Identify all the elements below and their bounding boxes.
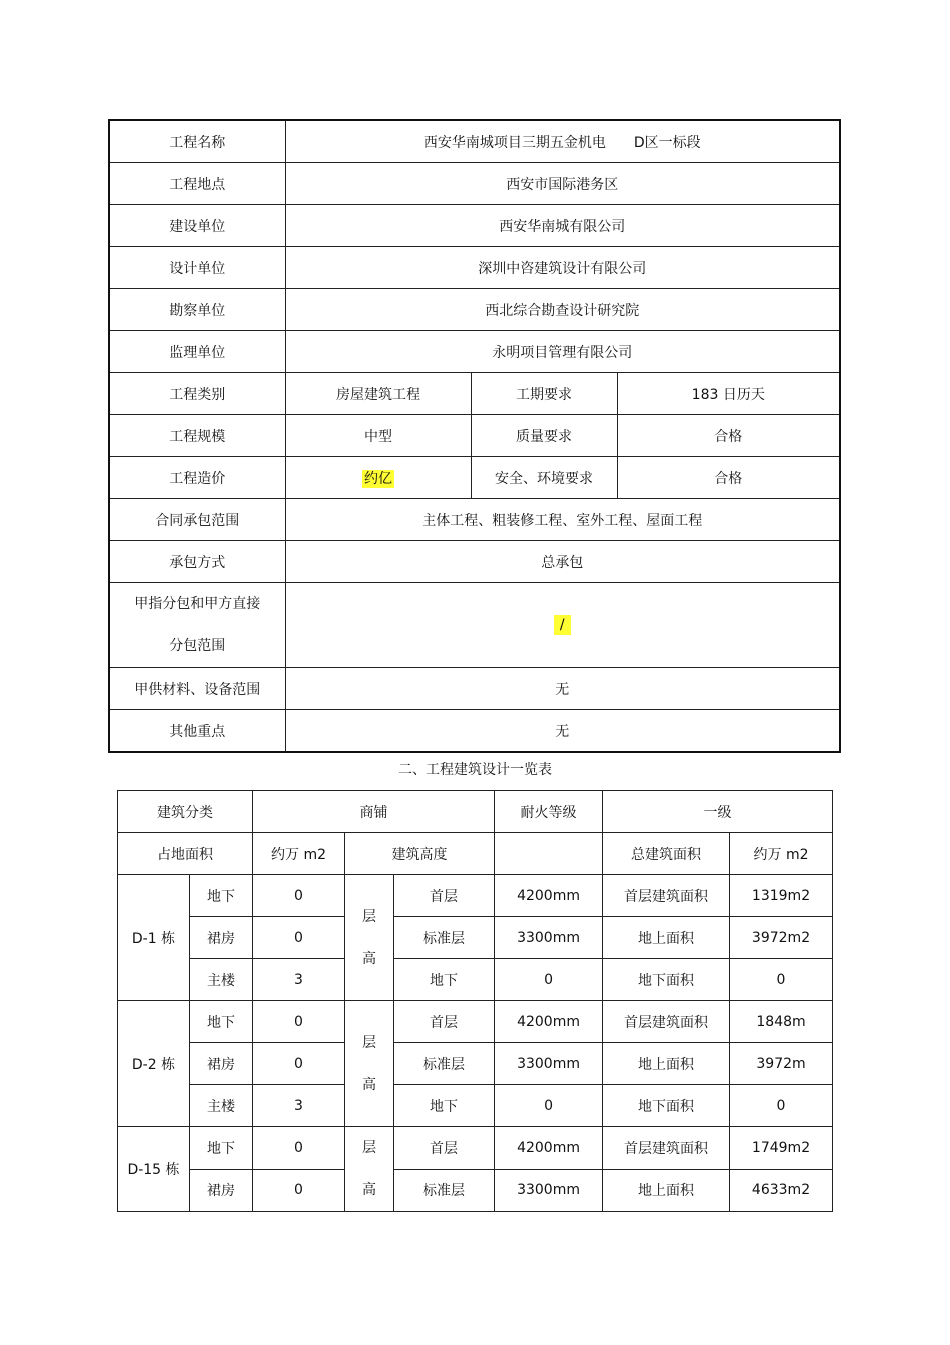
- project-section-text: D区一标段: [633, 134, 701, 151]
- building-name: D-1 栋: [118, 875, 190, 1001]
- floor-height: 0: [495, 959, 603, 1001]
- floor-level: 首层: [394, 1001, 495, 1043]
- contract-scope-label: 合同承包范围: [109, 499, 285, 541]
- table-row: [118, 1043, 833, 1085]
- floor-height-label: [345, 875, 394, 1001]
- area-value: 3972m: [730, 1043, 833, 1085]
- table-row: [109, 120, 840, 163]
- area-value: 4633m2: [730, 1169, 833, 1212]
- building-height-value: [495, 833, 603, 875]
- supervision-unit-label: 监理单位: [109, 331, 285, 373]
- floor-count: 0: [253, 1001, 345, 1043]
- cost-label: 工程造价: [109, 457, 285, 499]
- project-location-label: 工程地点: [109, 163, 285, 205]
- table-row: [109, 415, 840, 457]
- building-type: 地下: [190, 1127, 253, 1170]
- floor-height: 3300mm: [495, 917, 603, 959]
- scale-label: 工程规模: [109, 415, 285, 457]
- table-row: [109, 247, 840, 289]
- area-value: 0: [730, 959, 833, 1001]
- category-label: 工程类别: [109, 373, 285, 415]
- table-row: [109, 331, 840, 373]
- safety-value: 合格: [617, 457, 840, 499]
- quality-value: 合格: [617, 415, 840, 457]
- table-row: [109, 289, 840, 331]
- floor-count: 0: [253, 1169, 345, 1212]
- floor-count: 3: [253, 959, 345, 1001]
- floor-level: 地下: [394, 1085, 495, 1127]
- project-info-table: [108, 119, 841, 753]
- owner-unit-label: 建设单位: [109, 205, 285, 247]
- table-row: [109, 668, 840, 710]
- building-name: D-15 栋: [118, 1127, 190, 1212]
- floor-count: 3: [253, 1085, 345, 1127]
- table-row: [118, 1085, 833, 1127]
- subcontract-scope-value: /: [554, 615, 571, 635]
- floor-height-char-1: 层: [362, 908, 376, 925]
- table-row: [118, 1001, 833, 1043]
- area-value: 1319m2: [730, 875, 833, 917]
- table-row: [118, 791, 833, 833]
- contract-scope-value: 主体工程、粗装修工程、室外工程、屋面工程: [285, 499, 840, 541]
- subcontract-scope-label: [109, 583, 285, 668]
- category-value: 房屋建筑工程: [285, 373, 471, 415]
- area-label: 地下面积: [603, 959, 730, 1001]
- area-label: 首层建筑面积: [603, 875, 730, 917]
- table-row: [118, 1169, 833, 1212]
- area-label: 首层建筑面积: [603, 1127, 730, 1170]
- survey-unit-label: 勘察单位: [109, 289, 285, 331]
- building-type: 主楼: [190, 1085, 253, 1127]
- table-row: [109, 205, 840, 247]
- building-type: 地下: [190, 875, 253, 917]
- floor-count: 0: [253, 917, 345, 959]
- floor-count: 0: [253, 875, 345, 917]
- project-location-value: 西安市国际港务区: [285, 163, 840, 205]
- table-row: [118, 917, 833, 959]
- floor-level: 地下: [394, 959, 495, 1001]
- land-area-label: 占地面积: [118, 833, 253, 875]
- project-name-text: 西安华南城项目三期五金机电: [423, 134, 606, 151]
- subcontract-label-line1: 甲指分包和甲方直接: [134, 596, 261, 612]
- floor-level: 首层: [394, 1127, 495, 1170]
- building-class-label: 建筑分类: [118, 791, 253, 833]
- duration-label: 工期要求: [471, 373, 617, 415]
- land-area-value: 约万 m2: [253, 833, 345, 875]
- table-row: [109, 541, 840, 583]
- building-type: 地下: [190, 1001, 253, 1043]
- cost-value: 约亿: [364, 470, 392, 487]
- building-name: D-2 栋: [118, 1001, 190, 1127]
- floor-height-label: [345, 1127, 394, 1212]
- building-type: 裙房: [190, 917, 253, 959]
- floor-count: 0: [253, 1043, 345, 1085]
- floor-height-char-2: 高: [362, 1076, 376, 1093]
- subcontract-label-line2: 分包范围: [169, 638, 226, 654]
- survey-unit-value: 西北综合勘查设计研究院: [285, 289, 840, 331]
- floor-height-char-1: 层: [362, 1140, 376, 1156]
- table-row: [109, 163, 840, 205]
- quality-label: 质量要求: [471, 415, 617, 457]
- cost-cell: [285, 457, 471, 499]
- floor-height: 4200mm: [495, 1001, 603, 1043]
- contract-mode-value: 总承包: [285, 541, 840, 583]
- floor-height: 0: [495, 1085, 603, 1127]
- table-row: [109, 583, 840, 668]
- floor-height-char-1: 层: [362, 1034, 376, 1051]
- building-type: 裙房: [190, 1169, 253, 1212]
- floor-level: 标准层: [394, 1043, 495, 1085]
- table-row: [118, 1127, 833, 1170]
- building-type: 裙房: [190, 1043, 253, 1085]
- other-points-label: 其他重点: [109, 710, 285, 753]
- design-table-caption: 二、工程建筑设计一览表: [398, 762, 552, 778]
- area-value: 3972m2: [730, 917, 833, 959]
- table-row: [118, 833, 833, 875]
- table-row: [109, 710, 840, 753]
- floor-height: 4200mm: [495, 875, 603, 917]
- fire-rating-label: 耐火等级: [495, 791, 603, 833]
- area-label: 首层建筑面积: [603, 1001, 730, 1043]
- floor-height-char-2: 高: [362, 950, 376, 967]
- area-label: 地下面积: [603, 1085, 730, 1127]
- safety-label: 安全、环境要求: [471, 457, 617, 499]
- table-row: [109, 373, 840, 415]
- area-label: 地上面积: [603, 1169, 730, 1212]
- floor-height: 4200mm: [495, 1127, 603, 1170]
- total-area-value: 约万 m2: [730, 833, 833, 875]
- supplied-materials-value: 无: [285, 668, 840, 710]
- other-points-value: 无: [285, 710, 840, 753]
- building-class-value: 商铺: [253, 791, 495, 833]
- floor-height-label: [345, 1001, 394, 1127]
- floor-level: 标准层: [394, 917, 495, 959]
- table-row: [109, 457, 840, 499]
- supplied-materials-label: 甲供材料、设备范围: [109, 668, 285, 710]
- fire-rating-value: 一级: [603, 791, 833, 833]
- table-row: [109, 499, 840, 541]
- design-unit-label: 设计单位: [109, 247, 285, 289]
- area-label: 地上面积: [603, 1043, 730, 1085]
- project-name-label: 工程名称: [109, 120, 285, 163]
- area-value: 0: [730, 1085, 833, 1127]
- supervision-unit-value: 永明项目管理有限公司: [285, 331, 840, 373]
- design-table: [117, 790, 833, 1212]
- area-label: 地上面积: [603, 917, 730, 959]
- floor-count: 0: [253, 1127, 345, 1170]
- duration-value: 183 日历天: [617, 373, 840, 415]
- floor-level: 标准层: [394, 1169, 495, 1212]
- table-row: [118, 875, 833, 917]
- floor-height: 3300mm: [495, 1169, 603, 1212]
- subcontract-scope-cell: [285, 583, 840, 668]
- project-name-value: [285, 120, 840, 163]
- scale-value: 中型: [285, 415, 471, 457]
- design-unit-value: 深圳中咨建筑设计有限公司: [285, 247, 840, 289]
- contract-mode-label: 承包方式: [109, 541, 285, 583]
- total-area-label: 总建筑面积: [603, 833, 730, 875]
- building-type: 主楼: [190, 959, 253, 1001]
- table-row: [118, 959, 833, 1001]
- owner-unit-value: 西安华南城有限公司: [285, 205, 840, 247]
- area-value: 1848m: [730, 1001, 833, 1043]
- floor-level: 首层: [394, 875, 495, 917]
- area-value: 1749m2: [730, 1127, 833, 1170]
- floor-height-char-2: 高: [362, 1182, 376, 1198]
- floor-height: 3300mm: [495, 1043, 603, 1085]
- building-height-label: 建筑高度: [345, 833, 495, 875]
